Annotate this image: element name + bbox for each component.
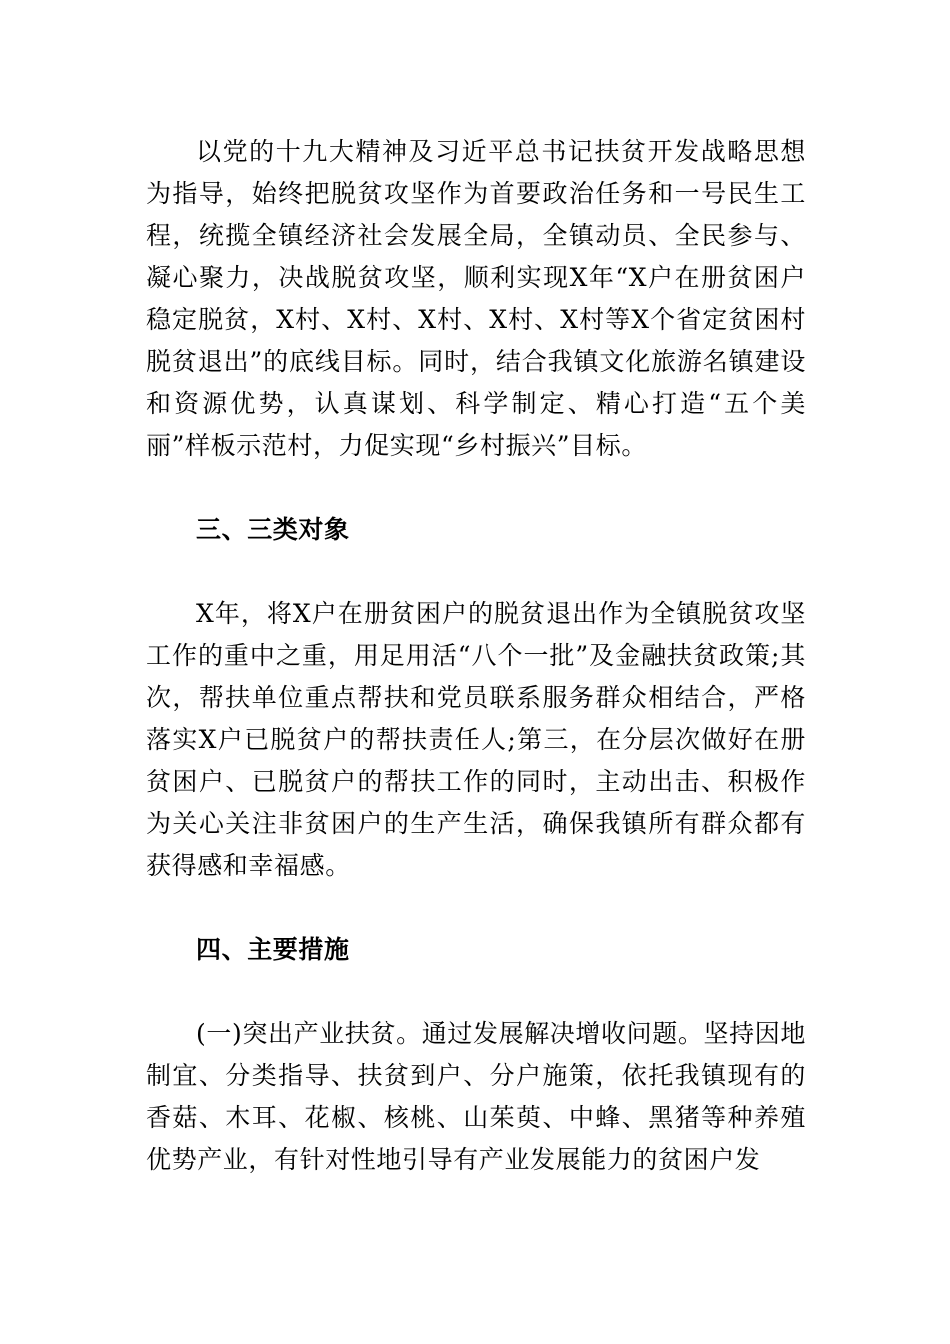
paragraph-spacer (146, 551, 806, 593)
section-heading-main-measures: 四、主要措施 (196, 935, 350, 964)
paragraph-guiding-ideology: 以党的十九大精神及习近平总书记扶贫开发战略思想为指导，始终把脱贫攻坚作为首要政治任务和一号民生工程，统揽全镇经济社会发展全局，全镇动员、全民参与、凝心聚力，决战脱贫攻坚，顺利实现X年“X户在册贫困户稳定脱贫，X村、X村、X村、X村、X村等X个省定贫困村脱贫退出”的底线目标。同时，结合我镇文化旅游名镇建设和资源优势，认真谋划、科学制定、精心打造“五个美丽”样板示范村，力促实现“乡村振兴”目标。 (146, 137, 806, 460)
paragraph-spacer (146, 467, 806, 509)
paragraph-three-targets: X年，将X户在册贫困户的脱贫退出作为全镇脱贫攻坚工作的重中之重，用足用活“八个一批”及金融扶贫政策;其次，帮扶单位重点帮扶和党员联系服务群众相结合，严格落实X户已脱贫户的帮扶责任人;第三，在分层次做好在册贫困户、已脱贫户的帮扶工作的同时，主动出击、积极作为关心关注非贫困户的生产生活，确保我镇所有群众都有获得感和幸福感。 (146, 599, 806, 880)
paragraph-spacer (146, 887, 806, 929)
paragraph-spacer (146, 971, 806, 1013)
paragraph-industry-poverty-relief: (一)突出产业扶贫。通过发展解决增收问题。坚持因地制宜、分类指导、扶贫到户、分户施策，依托我镇现有的香菇、木耳、花椒、核桃、山茱萸、中蜂、黑猪等种养殖优势产业，有针对性地引导有产业发展能力的贫困户发 (146, 1019, 806, 1174)
section-heading-three-targets: 三、三类对象 (196, 515, 350, 544)
document-body (146, 131, 806, 1181)
